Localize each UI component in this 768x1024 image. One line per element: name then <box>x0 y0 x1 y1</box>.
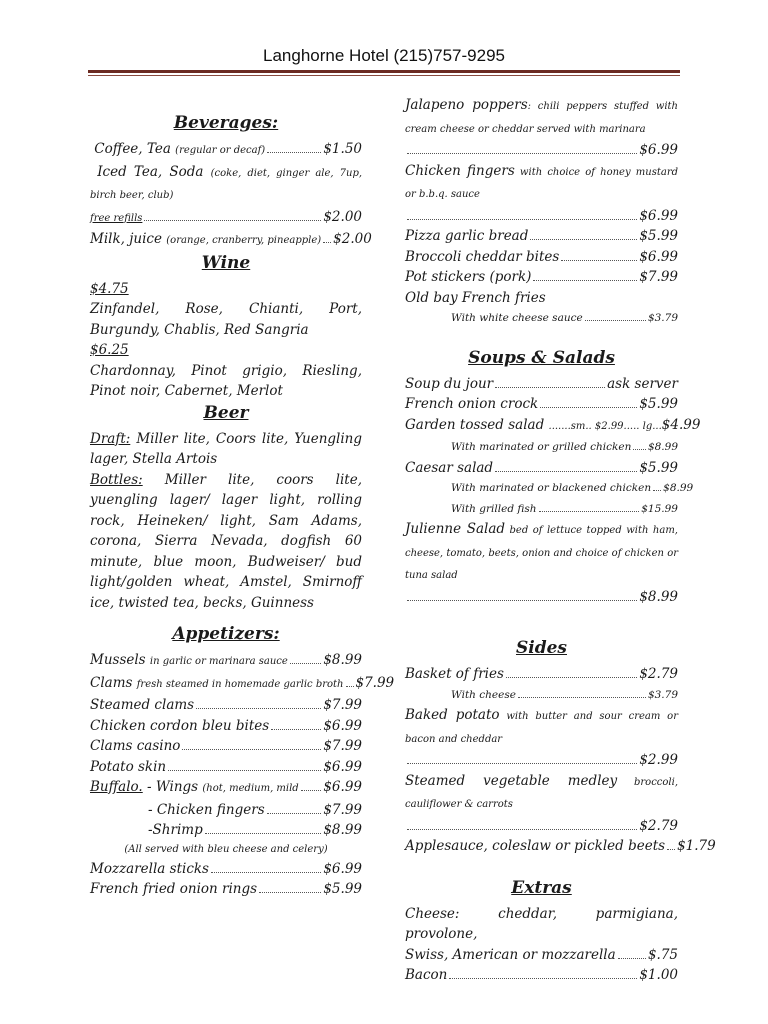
item-note: (coke, diet, ginger ale, 7up, birch beer, club) <box>90 167 363 201</box>
menu-item-cheese <box>405 945 678 966</box>
item-label: With grilled fish <box>451 502 537 515</box>
item-note: broccoli, cauliflower & carrots <box>405 776 679 810</box>
leader-dots <box>182 749 321 750</box>
item-label: Potato skin <box>90 758 167 775</box>
draft-list: Miller lite, Coors lite, Yuengling lager, Stella Artois <box>90 430 363 467</box>
leader-dots <box>618 958 646 959</box>
menu-item-french-onion <box>405 394 678 415</box>
menu-item-pot-stickers <box>405 267 678 288</box>
item-price: $5.99 <box>639 459 678 476</box>
item-note: : chili peppers stuffed with cream cheese or cheddar served with marinara <box>405 101 678 135</box>
item-label: Steamed vegetable medley <box>405 772 618 789</box>
item-price: $8.99 <box>639 588 678 605</box>
item-price: $5.99 <box>639 228 678 244</box>
item-price: $7.99 <box>323 801 362 818</box>
leader-dots <box>267 813 322 814</box>
menu-item-broccoli-bites <box>405 247 678 268</box>
draft-label: Draft: <box>90 430 131 447</box>
item-label: Pot stickers (pork) <box>405 269 532 285</box>
item-sizes: .......sm.. $2.99..... lg... <box>548 420 662 432</box>
item-price: $1.00 <box>639 967 678 983</box>
item-price: $8.99 <box>323 822 362 838</box>
item-price: $8.99 <box>323 652 362 668</box>
item-note: (regular or decaf) <box>175 145 266 156</box>
leader-dots <box>585 320 646 321</box>
menu-item-clams <box>90 673 395 696</box>
leader-dots <box>196 708 321 709</box>
wine-heading: Wine <box>201 252 251 273</box>
item-label: Iced Tea, Soda <box>97 163 204 180</box>
leader-dots <box>561 260 637 261</box>
item-label: Julienne Salad <box>405 521 506 537</box>
leader-dots <box>205 833 322 834</box>
item-label: With marinated or blackened chicken <box>451 482 652 494</box>
extras-heading: Extras <box>511 877 572 898</box>
leader-dots <box>506 677 637 678</box>
leader-dots <box>533 280 637 281</box>
leader-dots <box>144 220 321 221</box>
item-label: Steamed clams <box>90 697 195 713</box>
item-price: $3.79 <box>647 312 678 324</box>
item-label: Chicken cordon bleu bites <box>90 717 270 734</box>
item-price: $6.99 <box>323 779 362 795</box>
menu-item-buffalo-fingers <box>90 800 362 821</box>
menu-item-pizza-bread <box>405 226 678 247</box>
item-price: $5.99 <box>639 396 678 412</box>
page-title: Langhorne Hotel (215)757-9295 <box>263 46 505 65</box>
leader-dots <box>407 219 637 220</box>
item-price: $5.99 <box>323 881 362 897</box>
item-label: Garden tossed salad <box>405 416 545 433</box>
menu-item-iced-tea-price <box>90 207 362 230</box>
menu-item-basket-fries <box>405 664 678 685</box>
item-note: (orange, cranberry, pineapple) <box>166 235 322 246</box>
menu-item-julienne-salad <box>405 519 678 587</box>
item-label: Broccoli cheddar bites <box>405 248 560 265</box>
menu-item-mussels <box>90 650 362 673</box>
item-price: $6.99 <box>323 860 362 877</box>
item-price: $7.99 <box>323 738 362 754</box>
item-label: Jalapeno poppers <box>405 97 528 113</box>
menu-item-buffalo-wings <box>90 777 362 800</box>
appetizers-heading: Appetizers: <box>172 624 280 644</box>
menu-item-garden-salad <box>405 415 701 438</box>
leader-dots <box>211 872 321 873</box>
leader-dots <box>633 449 646 450</box>
bottles-label: Bottles: <box>90 471 143 488</box>
leader-dots <box>667 849 675 850</box>
item-label: Soup du jour <box>405 375 494 392</box>
menu-item-julienne-price <box>405 587 678 608</box>
menu-item-steamed-clams <box>90 695 362 716</box>
item-price: $15.99 <box>641 502 678 515</box>
menu-item-applesauce <box>405 836 716 857</box>
item-price: $2.99 <box>639 752 678 768</box>
menu-item-old-bay-fries <box>405 288 678 309</box>
leader-dots <box>323 242 331 243</box>
item-label: Mussels <box>90 652 146 668</box>
item-price: $2.00 <box>333 231 372 247</box>
beer-heading: Beer <box>203 402 249 423</box>
menu-item-garden-chicken <box>405 437 678 458</box>
menu-item-cheese-line1: Cheese: cheddar, parmigiana, provolone, <box>405 905 678 942</box>
leader-dots <box>407 600 637 601</box>
item-label: Mozzarella sticks <box>90 860 209 877</box>
item-label: Bacon <box>405 967 448 983</box>
leader-dots <box>290 663 322 664</box>
item-price: $1.50 <box>323 141 362 157</box>
item-price: $7.99 <box>639 269 678 285</box>
menu-item-coffee <box>90 139 362 162</box>
item-label: Chicken fingers <box>405 162 515 179</box>
item-price: $.75 <box>647 946 678 963</box>
item-label: -Shrimp <box>148 822 203 838</box>
item-price: $8.99 <box>647 441 678 453</box>
item-note: (hot, medium, mild <box>202 783 299 794</box>
item-price: $2.79 <box>639 666 678 682</box>
buffalo-note: (All served with bleu cheese and celery) <box>124 843 328 855</box>
item-label: French fried onion rings <box>90 881 258 897</box>
menu-item-vegetable-medley-price <box>405 816 678 837</box>
item-label: Coffee, Tea <box>94 141 171 157</box>
leader-dots <box>653 490 661 491</box>
leader-dots <box>407 153 637 154</box>
item-label: Clams <box>90 674 133 691</box>
item-price: $2.00 <box>323 208 362 225</box>
leader-dots <box>539 511 640 512</box>
item-price: $6.99 <box>323 717 362 734</box>
item-label: Swiss, American or mozzarella <box>405 946 616 963</box>
soups-salads-heading: Soups & Salads <box>468 347 615 368</box>
leader-dots <box>267 152 321 153</box>
leader-dots <box>518 697 646 698</box>
item-note: with butter and sour cream or bacon and cheddar <box>405 711 678 745</box>
menu-item-potato-skin <box>90 757 362 778</box>
item-price: $7.99 <box>355 674 395 691</box>
menu-item-onion-rings <box>90 879 362 900</box>
menu-item-jalapeno <box>405 95 678 140</box>
beer-draft <box>90 429 362 470</box>
item-price: $8.99 <box>663 482 694 494</box>
wine-price-2: $6.25 <box>90 342 129 358</box>
item-price: $2.79 <box>639 817 678 834</box>
item-note: with choice of honey mustard or b.b.q. sauce <box>405 166 678 200</box>
leader-dots <box>495 471 637 472</box>
item-price: $7.99 <box>323 697 362 713</box>
leader-dots <box>407 763 637 764</box>
leader-dots <box>495 387 605 388</box>
menu-item-caesar-fish <box>405 499 678 520</box>
wine-price-1: $4.75 <box>90 280 129 297</box>
item-label: Old bay French fries <box>405 289 546 306</box>
item-price: $6.99 <box>639 142 678 158</box>
buffalo-label: Buffalo. <box>90 779 143 795</box>
item-note: fresh steamed in homemade garlic broth <box>136 678 344 690</box>
menu-item-milk <box>90 229 372 252</box>
beverages-heading: Beverages: <box>173 113 279 133</box>
menu-item-caesar-salad <box>405 458 678 479</box>
leader-dots <box>530 239 637 240</box>
menu-item-clams-casino <box>90 736 362 757</box>
leader-dots <box>271 729 321 730</box>
menu-item-mozzarella-sticks <box>90 859 362 880</box>
left-column <box>90 112 395 900</box>
leader-dots <box>301 790 322 791</box>
menu-item-vegetable-medley <box>405 771 678 816</box>
leader-dots <box>346 686 354 687</box>
menu-item-jalapeno-price <box>405 140 678 161</box>
menu-item-cordon-bleu <box>90 716 362 737</box>
item-price: ask server <box>607 375 678 392</box>
header-rule-thin <box>88 75 680 76</box>
item-label: Milk, juice <box>90 231 162 247</box>
menu-item-baked-potato <box>405 705 678 750</box>
item-note: in garlic or marinara sauce <box>149 656 288 667</box>
wine-list-2: Chardonnay, Pinot grigio, Riesling, Pinot noir, Cabernet, Merlot <box>90 362 362 399</box>
item-price: $4.99 <box>661 416 701 433</box>
item-label: Basket of fries <box>405 666 504 682</box>
item-label: Applesauce, coleslaw or pickled beets <box>405 838 666 854</box>
item-label: With cheese <box>451 688 516 701</box>
leader-dots <box>540 407 637 408</box>
menu-item-iced-tea <box>90 162 362 207</box>
item-price: $3.79 <box>647 688 678 701</box>
item-price: $6.99 <box>639 248 678 265</box>
menu-item-baked-potato-price <box>405 750 678 771</box>
item-label: French onion crock <box>405 396 539 412</box>
item-label: Baked potato <box>405 707 500 723</box>
item-price: $6.99 <box>323 758 362 775</box>
right-column <box>405 95 716 986</box>
item-label: - Wings <box>147 779 199 795</box>
menu-item-fries-cheese <box>405 685 678 706</box>
item-price: $1.79 <box>677 838 716 854</box>
menu-item-old-bay-cheese <box>405 308 678 329</box>
leader-dots <box>407 829 637 830</box>
item-label: Pizza garlic bread <box>405 228 529 244</box>
item-price: $6.99 <box>639 207 678 224</box>
beer-bottles <box>90 470 362 614</box>
menu-item-chicken-fingers-price <box>405 206 678 227</box>
item-label: Clams casino <box>90 738 181 754</box>
menu-item-bacon <box>405 965 678 986</box>
leader-dots <box>168 770 321 771</box>
sides-heading: Sides <box>515 638 567 658</box>
menu-item-chicken-fingers <box>405 161 678 206</box>
item-label: Caesar salad <box>405 459 494 476</box>
menu-item-soup-du-jour <box>405 374 678 395</box>
menu-item-buffalo-shrimp <box>90 820 362 841</box>
item-label: - Chicken fingers <box>148 801 265 818</box>
item-note: free refills <box>90 212 143 224</box>
wine-list-1: Zinfandel, Rose, Chianti, Port, Burgundy, Chablis, Red Sangria <box>90 301 362 338</box>
item-label: With marinated or grilled chicken <box>451 441 632 453</box>
leader-dots <box>259 892 321 893</box>
leader-dots <box>449 978 637 979</box>
item-note: bed of lettuce topped with ham, cheese, tomato, beets, onion and choice of chicken or tuna salad <box>405 525 678 581</box>
menu-item-caesar-chicken <box>405 478 694 499</box>
header-rule <box>88 70 680 73</box>
bottles-list: Miller lite, coors lite, yuengling lager/ lager light, rolling rock, Heineken/ light, Sam Adams, corona, Sierra Nevada, dogfish 60 minute, blue moon, Budweiser/ bud light/golden wheat, Amstel, Smirnoff ice, twisted tea, becks, Guinness <box>90 471 362 611</box>
item-label: With white cheese sauce <box>451 312 583 324</box>
